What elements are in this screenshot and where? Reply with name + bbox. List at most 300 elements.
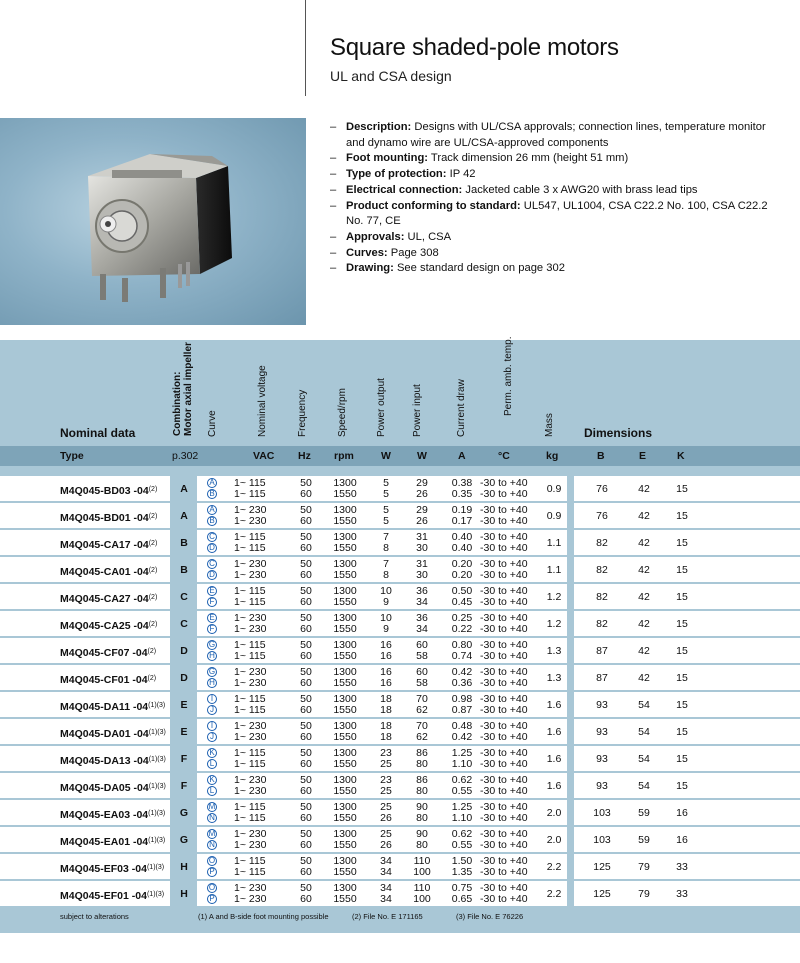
cell-temperature-line: -30 to +40	[480, 639, 528, 651]
curve-icon: F	[207, 624, 217, 634]
cell-mass: 1.6	[546, 726, 562, 738]
spec-text: Jacketed cable 3 x AWG20 with brass lead tips	[462, 183, 698, 196]
cell-current-line: 1.10	[451, 812, 473, 824]
cell-temperature	[480, 775, 530, 797]
cell-dim-k: 15	[676, 591, 688, 603]
spec-text: Page 308	[387, 246, 439, 259]
cell-temperature-line: -30 to +40	[480, 855, 528, 867]
cell-dim-e: 42	[638, 591, 650, 603]
cell-temperature-line: -30 to +40	[480, 585, 528, 597]
curve-icon: E	[207, 613, 217, 623]
cell-temperature-line: -30 to +40	[480, 747, 528, 759]
cell-voltage-line: 1~ 230	[234, 612, 267, 624]
cell-curve	[207, 640, 219, 662]
spec-item	[330, 246, 780, 262]
cell-temperature-line: -30 to +40	[480, 677, 528, 689]
cell-dim-b: 125	[593, 888, 611, 900]
table-row	[0, 583, 800, 610]
cell-dim-b: 76	[596, 510, 608, 522]
cell-curve	[207, 829, 219, 851]
cell-temperature-line: -30 to +40	[480, 477, 528, 489]
cell-temperature-line: -30 to +40	[480, 612, 528, 624]
cell-power-output-line: 25	[380, 758, 392, 770]
cell-curve	[207, 532, 219, 554]
cell-current-line: 0.38	[451, 477, 473, 489]
cell-frequency-line: 50	[300, 504, 312, 516]
cell-power-output-line: 16	[380, 639, 392, 651]
cell-power-output-line: 5	[383, 477, 389, 489]
cell-voltage	[234, 829, 266, 851]
unit-hz: Hz	[298, 450, 311, 462]
cell-power-output-line: 8	[383, 569, 389, 581]
type-name: M4Q045-EF01 -04	[60, 890, 147, 902]
cell-mass: 0.9	[546, 510, 562, 522]
type-name: M4Q045-CA17 -04	[60, 539, 149, 551]
cell-power-input-line: 29	[416, 504, 428, 516]
cell-power-input-line: 60	[416, 666, 428, 678]
cell-speed-line: 1550	[333, 569, 357, 581]
cell-speed-line: 1300	[333, 639, 357, 651]
cell-speed-line: 1300	[333, 855, 357, 867]
cell-dim-k: 15	[676, 780, 688, 792]
cell-power-output	[376, 748, 396, 770]
cell-voltage-line: 1~ 230	[234, 720, 267, 732]
cell-speed-line: 1550	[333, 515, 357, 527]
cell-speed	[330, 505, 360, 527]
cell-current-line: 0.25	[451, 612, 473, 624]
cell-power-output	[376, 775, 396, 797]
footer-note-2: (2) File No. E 171165	[352, 912, 423, 921]
cell-curve	[207, 721, 219, 743]
footer-note-1: (1) A and B-side foot mounting possible	[198, 912, 329, 921]
cell-dim-b: 82	[596, 564, 608, 576]
cell-frequency-line: 60	[300, 677, 312, 689]
spec-label: Electrical connection:	[346, 183, 463, 196]
curve-icon: J	[207, 732, 217, 742]
type-name: M4Q045-CF07 -04	[60, 647, 148, 659]
cell-voltage-line: 1~ 230	[234, 785, 267, 797]
unit-w-input: W	[417, 450, 427, 462]
cell-voltage-line: 1~ 230	[234, 893, 267, 905]
cell-current	[450, 721, 474, 743]
cell-power-output	[376, 613, 396, 635]
spec-text: IP 42	[446, 168, 476, 181]
unit-b: B	[597, 450, 605, 462]
cell-power-output	[376, 478, 396, 500]
cell-frequency-line: 60	[300, 866, 312, 878]
cell-speed	[330, 478, 360, 500]
header-perm-amb-temp: Perm. amb. temp.	[503, 336, 514, 416]
cell-power-input	[412, 667, 432, 689]
cell-mass: 0.9	[546, 483, 562, 495]
cell-speed	[330, 856, 360, 878]
cell-frequency-line: 60	[300, 839, 312, 851]
cell-temperature-line: -30 to +40	[480, 488, 528, 500]
cell-combination: F	[180, 780, 188, 792]
cell-power-output	[376, 667, 396, 689]
table-row	[0, 475, 800, 502]
type-footnote: (1)(3)	[148, 810, 166, 817]
cell-power-output-line: 23	[380, 747, 392, 759]
header-divider	[305, 0, 306, 96]
cell-power-input-line: 30	[416, 569, 428, 581]
spec-item	[330, 230, 780, 246]
cell-voltage-line: 1~ 230	[234, 677, 267, 689]
cell-power-input-line: 86	[416, 747, 428, 759]
cell-dim-k: 15	[676, 645, 688, 657]
unit-a: A	[458, 450, 466, 462]
cell-power-output-line: 16	[380, 666, 392, 678]
cell-power-output-line: 25	[380, 785, 392, 797]
cell-speed	[330, 721, 360, 743]
curve-icon: H	[207, 651, 217, 661]
cell-dim-k: 15	[676, 618, 688, 630]
cell-temperature	[480, 721, 530, 743]
curve-icon: A	[207, 505, 217, 515]
cell-speed-line: 1550	[333, 650, 357, 662]
unit-w-output: W	[381, 450, 391, 462]
cell-current-line: 0.75	[451, 882, 473, 894]
cell-combination: C	[180, 618, 188, 630]
cell-type	[60, 673, 156, 686]
type-footnote: (1)(3)	[146, 891, 165, 898]
type-footnote: (1)(3)	[148, 783, 166, 790]
table-row	[0, 637, 800, 664]
spec-text: See standard design on page 302	[393, 262, 565, 275]
cell-power-input-line: 80	[416, 812, 428, 824]
cell-temperature	[480, 856, 530, 878]
cell-voltage	[234, 748, 266, 770]
curve-icon: G	[208, 667, 216, 676]
cell-voltage-line: 1~ 230	[234, 774, 267, 786]
cell-power-input	[412, 613, 432, 635]
table-row	[0, 610, 800, 637]
table-row	[0, 772, 800, 799]
curve-icon: I	[207, 721, 217, 731]
curve-icon: P	[207, 894, 217, 904]
cell-dim-b: 93	[596, 699, 608, 711]
cell-curve	[207, 775, 219, 797]
cell-voltage	[234, 721, 266, 743]
unit-kg: kg	[546, 450, 559, 462]
cell-power-input-line: 62	[416, 731, 428, 743]
cell-current	[450, 667, 474, 689]
cell-temperature-line: -30 to +40	[480, 666, 528, 678]
cell-dim-b: 87	[596, 672, 608, 684]
cell-power-input	[412, 883, 432, 905]
header-current-draw: Current draw	[456, 379, 467, 437]
type-footnote: (2)	[148, 486, 158, 493]
cell-dim-e: 79	[638, 861, 650, 873]
cell-curve	[207, 505, 219, 527]
header-combination: Combination: Motor axial impeller	[172, 342, 194, 436]
cell-power-output	[376, 586, 396, 608]
cell-temperature-line: -30 to +40	[480, 801, 528, 813]
cell-power-output-line: 7	[383, 558, 389, 570]
cell-current-line: 0.22	[451, 623, 473, 635]
cell-current-line: 0.42	[451, 666, 473, 678]
cell-speed-line: 1300	[333, 531, 357, 543]
cell-frequency	[296, 802, 316, 824]
cell-speed	[330, 694, 360, 716]
cell-current	[450, 775, 474, 797]
cell-dim-b: 103	[593, 807, 611, 819]
header-mass: Mass	[544, 413, 555, 437]
curve-icon: C	[207, 559, 217, 569]
table-row	[0, 529, 800, 556]
cell-power-input-line: 36	[416, 612, 428, 624]
cell-power-output-line: 18	[380, 704, 392, 716]
curve-icon: J	[207, 705, 217, 715]
cell-temperature	[480, 613, 530, 635]
table-row	[0, 745, 800, 772]
cell-dim-e: 42	[638, 537, 650, 549]
cell-frequency	[296, 721, 316, 743]
cell-voltage-line: 1~ 115	[234, 488, 266, 500]
cell-current-line: 0.36	[451, 677, 473, 689]
cell-power-output-line: 26	[380, 812, 392, 824]
cell-speed-line: 1300	[333, 882, 357, 894]
cell-dim-k: 15	[676, 537, 688, 549]
cell-frequency-line: 60	[300, 488, 312, 500]
cell-power-input-line: 58	[416, 650, 428, 662]
cell-speed-line: 1550	[333, 758, 357, 770]
cell-frequency-line: 60	[300, 596, 312, 608]
cell-speed-line: 1300	[333, 612, 357, 624]
cell-voltage-line: 1~ 230	[234, 504, 267, 516]
cell-voltage	[234, 613, 266, 635]
cell-current	[450, 586, 474, 608]
type-footnote: (2)	[148, 621, 158, 628]
cell-speed	[330, 802, 360, 824]
cell-power-input-line: 26	[416, 515, 428, 527]
cell-type	[60, 511, 157, 524]
cell-dim-k: 16	[676, 834, 688, 846]
cell-frequency-line: 50	[300, 774, 312, 786]
cell-power-input-line: 29	[416, 477, 428, 489]
cell-power-output-line: 18	[380, 731, 392, 743]
type-name: M4Q045-CA25 -04	[60, 620, 149, 632]
cell-combination: A	[180, 483, 188, 495]
cell-frequency-line: 50	[300, 828, 312, 840]
cell-speed-line: 1300	[333, 693, 357, 705]
cell-power-output-line: 18	[380, 720, 392, 732]
cell-mass: 1.1	[546, 564, 562, 576]
cell-frequency	[296, 586, 316, 608]
cell-voltage-line: 1~ 115	[234, 866, 266, 878]
cell-speed-line: 1300	[333, 504, 357, 516]
curve-icon: N	[207, 840, 217, 850]
spec-item	[330, 167, 780, 183]
table-row	[0, 718, 800, 745]
cell-power-input	[412, 829, 432, 851]
cell-temperature-line: -30 to +40	[480, 774, 528, 786]
type-name: M4Q045-DA01 -04	[60, 728, 149, 740]
cell-speed-line: 1550	[333, 596, 357, 608]
cell-temperature	[480, 532, 530, 554]
footer-note-3: (3) File No. E 76226	[456, 912, 524, 921]
header-speed: Speed/rpm	[337, 388, 348, 437]
spec-item	[330, 261, 780, 277]
cell-frequency	[296, 532, 316, 554]
cell-combination: E	[180, 699, 188, 711]
cell-combination: F	[180, 753, 188, 765]
cell-frequency-line: 60	[300, 731, 312, 743]
cell-power-input	[412, 694, 432, 716]
cell-current	[450, 640, 474, 662]
cell-frequency	[296, 559, 316, 581]
cell-dim-e: 54	[638, 753, 650, 765]
cell-current	[450, 856, 474, 878]
cell-current-line: 0.45	[451, 596, 473, 608]
table-row	[0, 799, 800, 826]
cell-current	[450, 505, 474, 527]
cell-power-input-line: 110	[413, 882, 431, 894]
footer-alterations: subject to alterations	[60, 912, 129, 921]
cell-current-line: 0.20	[451, 558, 473, 570]
cell-dim-k: 16	[676, 807, 688, 819]
cell-power-output	[376, 559, 396, 581]
cell-dim-e: 54	[638, 699, 650, 711]
cell-voltage	[234, 478, 266, 500]
cell-speed-line: 1550	[333, 866, 357, 878]
cell-power-input	[412, 559, 432, 581]
cell-temperature-line: -30 to +40	[480, 893, 528, 905]
curve-icon: B	[207, 489, 217, 499]
cell-speed-line: 1300	[333, 585, 357, 597]
cell-power-input	[412, 775, 432, 797]
cell-power-output-line: 34	[380, 882, 392, 894]
cell-current	[450, 532, 474, 554]
cell-power-output	[376, 829, 396, 851]
cell-dim-b: 93	[596, 753, 608, 765]
cell-dim-k: 15	[676, 672, 688, 684]
cell-current-line: 0.42	[451, 731, 473, 743]
cell-power-output-line: 5	[383, 504, 389, 516]
cell-voltage-line: 1~ 115	[234, 542, 266, 554]
cell-type	[60, 862, 164, 875]
cell-voltage-line: 1~ 115	[234, 477, 266, 489]
cell-current-line: 1.35	[451, 866, 473, 878]
cell-dim-b: 82	[596, 618, 608, 630]
cell-speed-line: 1300	[333, 666, 357, 678]
cell-curve	[207, 559, 219, 581]
cell-frequency-line: 60	[300, 650, 312, 662]
cell-current-line: 0.98	[451, 693, 473, 705]
cell-power-input	[412, 640, 432, 662]
cell-power-output-line: 25	[380, 801, 392, 813]
cell-temperature-line: -30 to +40	[480, 623, 528, 635]
cell-speed-line: 1550	[333, 704, 357, 716]
cell-type	[60, 565, 157, 578]
cell-mass: 2.2	[546, 888, 562, 900]
spec-item	[330, 151, 780, 167]
cell-dim-k: 15	[676, 510, 688, 522]
cell-type	[60, 835, 165, 848]
cell-type	[60, 646, 156, 659]
unit-rpm: rpm	[334, 450, 354, 462]
cell-frequency	[296, 667, 316, 689]
cell-dim-e: 42	[638, 672, 650, 684]
cell-power-output-line: 9	[383, 623, 389, 635]
cell-power-input-line: 100	[413, 893, 431, 905]
cell-frequency-line: 50	[300, 666, 312, 678]
spec-label: Description:	[346, 121, 412, 133]
cell-temperature	[480, 640, 530, 662]
cell-power-input	[412, 478, 432, 500]
type-name: M4Q045-CF01 -04	[60, 674, 148, 686]
cell-current-line: 0.65	[451, 893, 473, 905]
cell-current-line: 0.40	[451, 531, 473, 543]
cell-mass: 1.6	[546, 699, 562, 711]
cell-power-output-line: 5	[383, 488, 389, 500]
cell-temperature-line: -30 to +40	[480, 731, 528, 743]
cell-mass: 1.2	[546, 618, 562, 630]
cell-speed	[330, 748, 360, 770]
cell-combination: D	[180, 645, 188, 657]
cell-frequency	[296, 775, 316, 797]
cell-frequency-line: 50	[300, 612, 312, 624]
spec-label: Approvals:	[346, 230, 405, 243]
cell-dim-k: 33	[676, 861, 688, 873]
cell-frequency-line: 60	[300, 623, 312, 635]
cell-power-output	[376, 802, 396, 824]
cell-power-input-line: 80	[416, 839, 428, 851]
type-footnote: (2)	[148, 540, 158, 547]
cell-temperature-line: -30 to +40	[480, 882, 528, 894]
cell-temperature	[480, 748, 530, 770]
cell-dim-e: 42	[638, 564, 650, 576]
cell-current-line: 0.17	[451, 515, 473, 527]
cell-temperature	[480, 586, 530, 608]
cell-type	[60, 619, 157, 632]
cell-speed-line: 1300	[333, 477, 357, 489]
cell-power-output-line: 10	[380, 585, 392, 597]
curve-icon: O	[208, 883, 216, 892]
cell-dim-e: 59	[638, 807, 650, 819]
cell-voltage-line: 1~ 115	[234, 801, 266, 813]
cell-power-input	[412, 532, 432, 554]
cell-type	[60, 754, 166, 767]
type-name: M4Q045-BD03 -04	[60, 485, 149, 497]
cell-dim-b: 76	[596, 483, 608, 495]
cell-combination: B	[180, 537, 188, 549]
cell-speed-line: 1550	[333, 839, 357, 851]
cell-speed-line: 1550	[333, 677, 357, 689]
table-row	[0, 880, 800, 907]
cell-voltage-line: 1~ 115	[234, 855, 266, 867]
cell-curve	[207, 802, 219, 824]
cell-voltage	[234, 802, 266, 824]
cell-temperature	[480, 505, 530, 527]
cell-power-input-line: 70	[416, 693, 428, 705]
header-power-output: Power output	[376, 378, 387, 437]
cell-speed	[330, 640, 360, 662]
cell-power-output-line: 9	[383, 596, 389, 608]
table-row	[0, 853, 800, 880]
cell-power-input	[412, 505, 432, 527]
cell-frequency-line: 50	[300, 693, 312, 705]
cell-power-input-line: 90	[416, 801, 428, 813]
cell-frequency-line: 60	[300, 569, 312, 581]
dimensions-label: Dimensions	[584, 426, 653, 440]
cell-frequency-line: 60	[300, 704, 312, 716]
cell-power-input	[412, 802, 432, 824]
cell-current-line: 0.35	[451, 488, 473, 500]
cell-mass: 2.0	[546, 834, 562, 846]
cell-current	[450, 559, 474, 581]
cell-voltage-line: 1~ 230	[234, 666, 267, 678]
